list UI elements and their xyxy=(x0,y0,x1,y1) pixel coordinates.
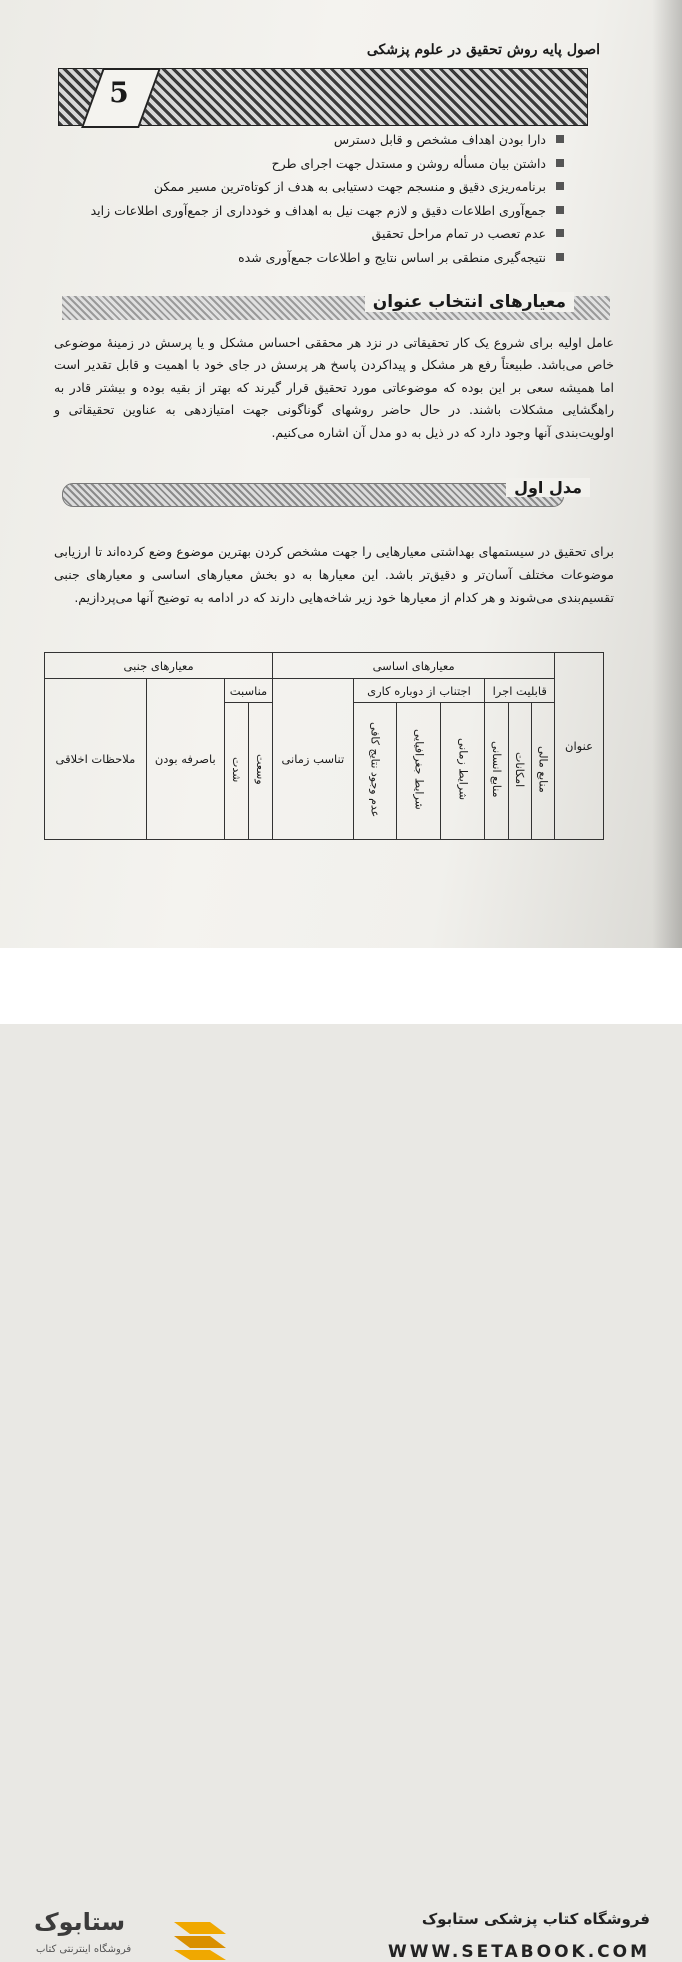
square-bullet-icon xyxy=(556,206,564,214)
facilities-label: امکانات xyxy=(513,751,527,788)
square-bullet-icon xyxy=(556,182,564,190)
financial-resources-label: منابع مالی xyxy=(536,746,550,793)
logo-wordmark: ستابوک xyxy=(34,1908,126,1936)
paragraph-1: عامل اولیه برای شروع یک کار تحقیقاتی در نزد هر محققی احساس مشکل و یا پرسش در زمینهٔ موضوعی خاص می‌باشد. طبیعتاً رفع هر مشکل و پیداکردن پاسخ هر پرسش در جای خود با اهمیت و قابل تقدیر است اما همیشه سعی بر این بوده که موضوعاتی مورد تحقیق قرار گیرند که بهتر از بقیه بوده و بیشتر قادر به راهگشایی مشکلات باشند. در حال حاضر روشهای گوناگونی جهت امتیازدهی به عناوین تحقیقاتی و اولویت‌بندی آنها وجود دارد که در ذیل به دو مدل آن اشاره می‌کنیم. xyxy=(54,335,614,440)
table-cell xyxy=(531,703,554,840)
square-bullet-icon xyxy=(556,159,564,167)
square-bullet-icon xyxy=(556,135,564,143)
logo-subtitle: فروشگاه اینترنتی کتاب xyxy=(36,1944,132,1955)
geo-conditions-label: شرایط جغرافیایی xyxy=(412,729,426,810)
table-cell xyxy=(397,703,441,840)
store-name: فروشگاه کتاب پزشکی ستابوک xyxy=(421,1910,650,1928)
feature-bullet-list xyxy=(84,128,564,270)
page-edge-shadow xyxy=(652,0,682,948)
human-resources-label: منابع انسانی xyxy=(490,741,504,798)
store-footer xyxy=(0,948,682,1962)
avoid-duplication-header: اجتناب از دوباره کاری xyxy=(353,679,485,703)
feasibility-header: قابلیت اجرا xyxy=(485,679,555,703)
table-cell xyxy=(441,703,485,840)
criteria-table xyxy=(44,652,604,840)
table-cell xyxy=(485,703,508,840)
no-sufficient-results-label: عدم وجود نتایج کافی xyxy=(368,721,382,818)
time-conditions-label: شرایط زمانی xyxy=(456,738,470,801)
ethics-header: ملاحظات اخلاقی xyxy=(45,679,147,840)
model-header-bar xyxy=(62,483,564,507)
section-title: معیارهای انتخاب عنوان xyxy=(365,292,574,312)
table-cell xyxy=(224,703,248,840)
setabook-logo-icon xyxy=(170,1914,234,1962)
list-item: برنامه‌ریزی دقیق و منسجم جهت دستیابی به هدف از کوتاه‌ترین مسیر ممکن xyxy=(84,175,564,199)
table-cell xyxy=(248,703,272,840)
square-bullet-icon xyxy=(556,253,564,261)
cost-effective-header: باصرفه بودن xyxy=(146,679,224,840)
side-criteria-header: معیارهای جنبی xyxy=(45,653,273,679)
list-item: جمع‌آوری اطلاعات دقیق و لازم جهت نیل به اهداف و خودداری از جمع‌آوری اطلاعات زاید xyxy=(84,199,564,223)
table-cell xyxy=(353,703,397,840)
running-head: اصول پایه روش تحقیق در علوم پزشکی xyxy=(366,42,600,58)
scope-label: وسعت xyxy=(254,754,268,785)
list-item: نتیجه‌گیری منطقی بر اساس نتایج و اطلاعات جمع‌آوری شده xyxy=(84,246,564,270)
model-title: مدل اول xyxy=(506,478,590,497)
store-url[interactable]: WWW.SETABOOK.COM xyxy=(388,1942,650,1962)
basic-criteria-header: معیارهای اساسی xyxy=(273,653,555,679)
list-item: دارا بودن اهداف مشخص و قابل دسترس xyxy=(84,128,564,152)
time-fit-header: تناسب زمانی xyxy=(273,679,353,840)
list-item: عدم تعصب در تمام مراحل تحقیق xyxy=(84,222,564,246)
chapter-number: 5 xyxy=(109,76,129,109)
square-bullet-icon xyxy=(556,229,564,237)
table-cell xyxy=(508,703,531,840)
book-page xyxy=(0,0,682,948)
relevance-header: مناسبت xyxy=(224,679,273,703)
paragraph-2: برای تحقیق در سیستمهای بهداشتی معیارهایی را جهت مشخص کردن بهترین موضوع وضع کرده‌اند تا ارزیابی موضوعات مختلف آسان‌تر و دقیق‌تر باشد. این معیارها به دو بخش معیارهای اساسی و معیارهای جنبی تقسیم‌بندی می‌شوند و هر کدام از معیارها خود زیر شاخه‌هایی دارند که در ادامه به توضیح آنها می‌پردازیم. xyxy=(54,544,614,605)
severity-label: شدت xyxy=(229,756,243,783)
table-title-header: عنوان xyxy=(555,653,604,840)
list-item: داشتن بیان مسأله روشن و مستدل جهت اجرای طرح xyxy=(84,152,564,176)
